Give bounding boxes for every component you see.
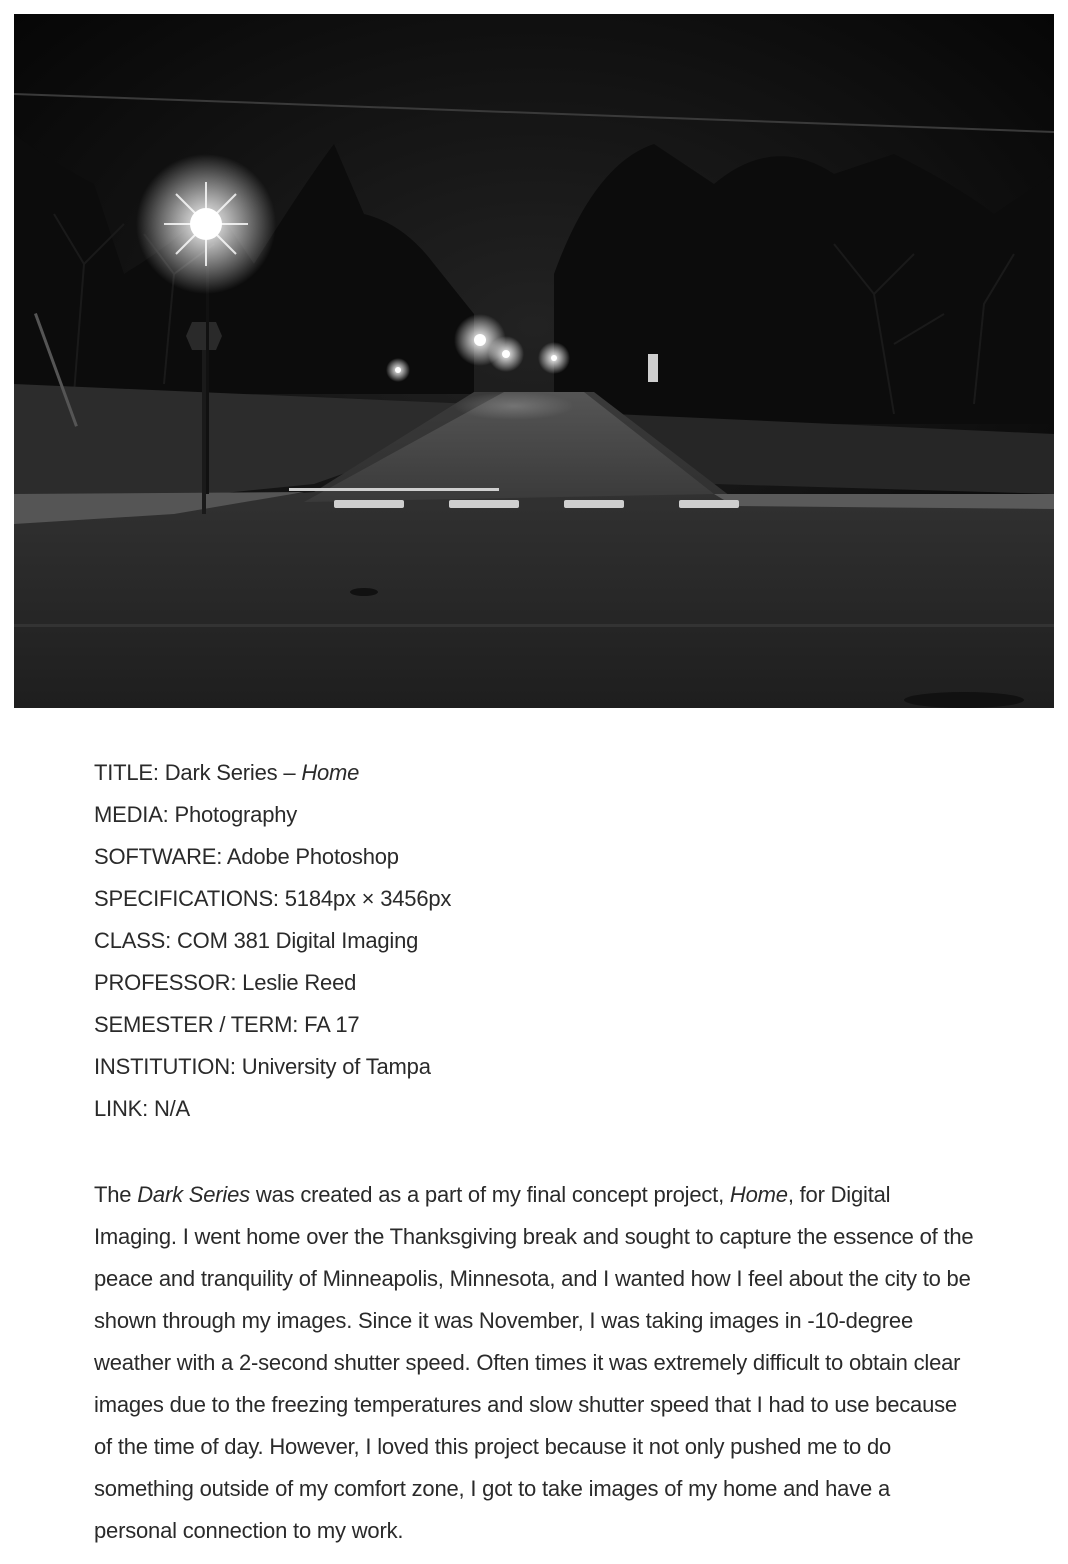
meta-institution: INSTITUTION: University of Tampa — [94, 1054, 431, 1079]
metadata-list — [94, 752, 974, 1130]
meta-media: MEDIA: Photography — [94, 802, 298, 827]
meta-title: TITLE: Dark Series – Home — [94, 760, 360, 785]
night-street-image — [14, 14, 1054, 708]
meta-specifications: SPECIFICATIONS: 5184px × 3456px — [94, 886, 452, 911]
meta-class: CLASS: COM 381 Digital Imaging — [94, 928, 419, 953]
meta-link: LINK: N/A — [94, 1096, 191, 1121]
meta-professor: PROFESSOR: Leslie Reed — [94, 970, 357, 995]
artwork-details — [94, 752, 974, 1552]
meta-software: SOFTWARE: Adobe Photoshop — [94, 844, 399, 869]
project-description: The Dark Series was created as a part of my final concept project, Home, for Digital Imaging. I went home over the Thanksgiving break and sought to capture the essence of the peace and tranquility of Minneapolis, Minnesota, and I wanted how I feel about the city to be shown through my images. Since it was November, I was taking images in -10-degree weather with a 2-second shutter speed. Often times it was extremely difficult to obtain clear images due to the freezing temperatures and slow shutter speed that I had to use because of the time of day. However, I loved this project because it not only pushed me to do something outside of my comfort zone, I got to take images of my home and have a personal connection to my work. — [94, 1182, 974, 1543]
meta-semester: SEMESTER / TERM: FA 17 — [94, 1012, 360, 1037]
artwork-photo — [14, 14, 1054, 708]
